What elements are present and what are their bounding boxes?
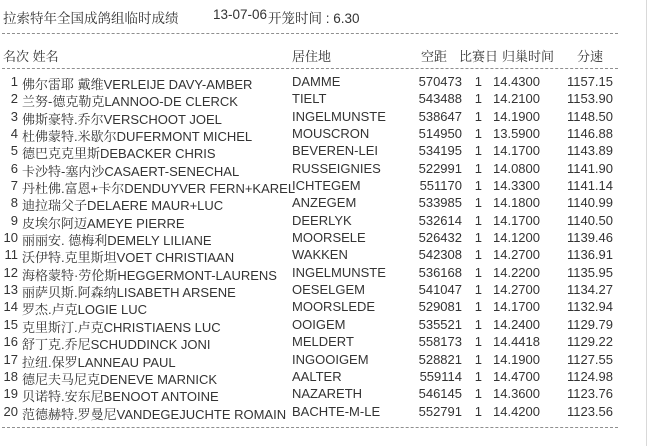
- header-distance: 空距: [420, 49, 447, 64]
- divider-top: [2, 33, 618, 34]
- cell-home-time: 14.3600: [493, 386, 540, 402]
- cell-home-time: 14.2400: [493, 316, 540, 332]
- cell-rank: 19: [3, 386, 18, 402]
- cell-speed: 1129.79: [566, 316, 613, 332]
- cell-rank: 15: [3, 316, 18, 332]
- cell-name: 海格蒙特·劳伦斯HEGGERMONT-LAURENS: [22, 267, 277, 283]
- cell-home-time: 14.3300: [493, 178, 540, 194]
- table-row: [0, 160, 650, 177]
- cell-race-day: 1: [474, 178, 482, 194]
- cell-distance: 526432: [418, 230, 462, 246]
- page-title: 拉索特年全国成鸽组临时成绩: [3, 11, 179, 26]
- cell-name: 克里斯汀.卢克CHRISTIAENS LUC: [22, 319, 221, 335]
- cell-distance: 559114: [419, 368, 462, 384]
- cell-speed: 1129.22: [566, 334, 613, 350]
- cell-home-time: 13.5900: [493, 126, 540, 142]
- cell-residence: TIELT: [292, 91, 327, 107]
- cell-rank: 4: [10, 126, 18, 142]
- cell-name: 德尼夫马尼克DENEVE MARNICK: [22, 371, 218, 387]
- cell-name: 丹杜佛.富恩+卡尔DENDUYVER FERN+KAREL: [22, 181, 296, 197]
- cell-speed: 1141.90: [566, 160, 613, 176]
- cell-rank: 12: [3, 264, 18, 280]
- cell-speed: 1123.56: [566, 403, 613, 419]
- cell-race-day: 1: [474, 403, 482, 419]
- cell-home-time: 14.1700: [493, 299, 540, 315]
- header-residence: 居住地: [292, 49, 332, 64]
- cell-residence: INGOOIGEM: [292, 351, 369, 367]
- table-header-row: [0, 46, 650, 62]
- cell-rank: 16: [3, 334, 18, 350]
- table-row: [0, 108, 650, 125]
- cell-name: 皮埃尔阿迈AMEYE PIERRE: [22, 215, 185, 231]
- cell-rank: 8: [10, 195, 18, 211]
- cell-distance: 522991: [418, 160, 462, 176]
- cell-speed: 1140.50: [566, 212, 613, 228]
- table-row: [0, 333, 650, 353]
- title-line: [0, 7, 650, 25]
- cell-name: 拉纽.保罗LANNEAU PAUL: [22, 354, 176, 370]
- cell-residence: DEERLYK: [292, 212, 352, 228]
- race-date: 13-07-06: [213, 7, 268, 22]
- cell-distance: 529081: [418, 299, 462, 315]
- cell-residence: OESELGEM: [292, 282, 365, 298]
- cell-name: 范德赫特.罗曼尼VANDEGEJUCHTE ROMAIN: [22, 406, 287, 422]
- cell-rank: 14: [3, 299, 18, 315]
- cell-speed: 1139.46: [566, 230, 613, 246]
- table-row: [0, 316, 650, 333]
- cell-name: 卡沙特-塞内沙CASAERT-SENECHAL: [22, 163, 240, 179]
- cell-distance: 536168: [418, 264, 462, 280]
- cell-residence: WAKKEN: [292, 247, 348, 263]
- table-row: [0, 385, 650, 405]
- cell-distance: 551170: [419, 178, 462, 194]
- cell-home-time: 14.1800: [493, 195, 540, 211]
- cell-name: 丽丽安. 德梅利DEMELY LILIANE: [22, 233, 212, 249]
- cell-distance: 541047: [418, 282, 462, 298]
- cell-residence: MELDERT: [292, 334, 354, 350]
- cell-race-day: 1: [474, 264, 482, 280]
- cell-speed: 1141.14: [566, 178, 613, 194]
- cell-rank: 20: [3, 403, 18, 419]
- cell-rank: 11: [4, 247, 18, 263]
- cell-speed: 1135.95: [566, 264, 613, 280]
- cell-race-day: 1: [474, 386, 482, 402]
- cell-residence: MOUSCRON: [292, 126, 370, 142]
- cell-name: 佛尔雷耶 戴维VERLEIJE DAVY-AMBER: [22, 77, 253, 92]
- cell-race-day: 1: [474, 74, 482, 89]
- cell-name: 沃伊特.克里斯坦VOET CHRISTIAAN: [22, 250, 235, 266]
- cell-name: 罗杰.卢克LOGIE LUC: [22, 302, 147, 318]
- cell-name: 佛斯豪特.乔尔VERSCHOOT JOEL: [22, 111, 222, 127]
- cell-rank: 1: [10, 74, 18, 89]
- cell-residence: MOORSELE: [292, 230, 366, 246]
- cell-speed: 1127.55: [566, 351, 613, 367]
- cell-speed: 1140.99: [566, 195, 613, 211]
- divider-bottom: [2, 427, 618, 428]
- table-row: [0, 90, 650, 110]
- cell-rank: 9: [10, 212, 18, 228]
- cell-home-time: 14.1200: [493, 230, 540, 246]
- cell-home-time: 14.2700: [493, 282, 540, 298]
- table-row: [0, 229, 650, 249]
- cell-rank: 13: [3, 282, 18, 298]
- cell-speed: 1123.76: [566, 386, 613, 402]
- header-speed: 分速: [577, 49, 604, 64]
- cell-rank: 5: [10, 143, 18, 159]
- cell-distance: 558173: [418, 334, 462, 350]
- cell-home-time: 14.1700: [493, 143, 540, 159]
- cell-speed: 1148.50: [566, 108, 613, 124]
- cell-home-time: 14.1900: [493, 351, 540, 367]
- cell-race-day: 1: [474, 334, 482, 350]
- cell-home-time: 14.4418: [493, 334, 540, 350]
- cell-residence: BACHTE-M-LE: [292, 403, 381, 419]
- cell-distance: 542308: [418, 247, 462, 263]
- table-row: [0, 194, 650, 214]
- header-race-day: 比赛日: [459, 49, 499, 64]
- cell-distance: 534195: [418, 143, 462, 159]
- cell-distance: 533985: [418, 195, 462, 211]
- table-row: [0, 246, 650, 266]
- cell-name: 丽萨贝斯.阿森纳LISABETH ARSENE: [22, 285, 236, 301]
- window-edge: [646, 0, 647, 446]
- cell-race-day: 1: [474, 212, 482, 228]
- table-row: [0, 264, 650, 281]
- release-time: 开笼时间 : 6.30: [268, 11, 360, 26]
- cell-distance: 528821: [418, 351, 462, 367]
- cell-residence: OOIGEM: [292, 316, 346, 332]
- cell-distance: 514950: [418, 126, 462, 142]
- cell-residence: AALTER: [292, 368, 342, 384]
- cell-distance: 552791: [418, 403, 462, 419]
- cell-race-day: 1: [474, 195, 482, 211]
- cell-race-day: 1: [474, 230, 482, 246]
- cell-speed: 1132.94: [566, 299, 613, 315]
- cell-home-time: 14.0800: [493, 160, 540, 176]
- cell-race-day: 1: [474, 247, 482, 263]
- cell-distance: 538647: [418, 108, 462, 124]
- cell-race-day: 1: [474, 160, 482, 176]
- cell-residence: RUSSEIGNIES: [292, 160, 381, 176]
- table-row: [0, 281, 650, 301]
- cell-distance: 535521: [418, 316, 462, 332]
- cell-name: 迪拉瑞父子DELAERE MAUR+LUC: [22, 198, 224, 214]
- cell-speed: 1146.88: [566, 126, 613, 142]
- cell-residence: INGELMUNSTE: [292, 108, 386, 124]
- cell-home-time: 14.2200: [493, 264, 540, 280]
- cell-race-day: 1: [474, 316, 482, 332]
- cell-rank: 18: [3, 368, 18, 384]
- cell-race-day: 1: [474, 351, 482, 367]
- cell-race-day: 1: [474, 299, 482, 315]
- cell-race-day: 1: [474, 91, 482, 107]
- cell-speed: 1153.90: [566, 91, 613, 107]
- results-table: [0, 73, 650, 420]
- cell-speed: 1134.27: [566, 282, 613, 298]
- table-row: [0, 351, 650, 368]
- cell-race-day: 1: [474, 108, 482, 124]
- cell-race-day: 1: [474, 126, 482, 142]
- cell-distance: 543488: [418, 91, 462, 107]
- cell-home-time: 14.1900: [493, 108, 540, 124]
- cell-rank: 6: [10, 160, 18, 176]
- divider-header: [2, 68, 618, 69]
- table-row: [0, 298, 650, 318]
- table-row: [0, 73, 650, 90]
- cell-race-day: 1: [474, 368, 482, 384]
- cell-residence: ICHTEGEM: [292, 178, 361, 194]
- cell-rank: 7: [10, 178, 18, 194]
- table-row: [0, 125, 650, 145]
- cell-residence: ANZEGEM: [292, 195, 357, 211]
- cell-name: 兰努-德克勒克LANNOO-DE CLERCK: [22, 94, 238, 110]
- cell-rank: 10: [3, 230, 18, 246]
- cell-race-day: 1: [474, 282, 482, 298]
- table-row: [0, 177, 650, 197]
- table-row: [0, 142, 650, 162]
- cell-home-time: 14.2100: [493, 91, 540, 107]
- cell-speed: 1143.89: [566, 143, 613, 159]
- cell-speed: 1124.98: [566, 368, 613, 384]
- cell-speed: 1136.91: [566, 247, 613, 263]
- cell-home-time: 14.4300: [493, 74, 540, 89]
- cell-home-time: 14.1700: [493, 212, 540, 228]
- cell-rank: 3: [10, 108, 18, 124]
- cell-name: 德巴克克里斯DEBACKER CHRIS: [22, 146, 216, 162]
- cell-speed: 1157.15: [566, 74, 613, 89]
- cell-name: 杜佛蒙特.米歇尔DUFERMONT MICHEL: [22, 129, 253, 145]
- cell-distance: 546145: [418, 386, 462, 402]
- table-row: [0, 368, 650, 385]
- cell-name: 贝诺特.安东尼BENOOT ANTOINE: [22, 389, 219, 405]
- cell-residence: DAMME: [292, 74, 341, 89]
- header-home-time: 归巢时间: [502, 49, 555, 64]
- cell-distance: 570473: [418, 74, 462, 89]
- cell-home-time: 14.2700: [493, 247, 540, 263]
- header-rank-name: 名次 姓名: [3, 49, 59, 64]
- cell-residence: BEVEREN-LEI: [292, 143, 378, 159]
- cell-rank: 17: [3, 351, 18, 367]
- table-row: [0, 212, 650, 229]
- cell-name: 舒丁克.乔尼SCHUDDINCK JONI: [22, 337, 211, 353]
- cell-residence: INGELMUNSTE: [292, 264, 386, 280]
- table-row: [0, 403, 650, 420]
- cell-residence: MOORSLEDE: [292, 299, 376, 315]
- cell-rank: 2: [10, 91, 18, 107]
- cell-residence: NAZARETH: [292, 386, 363, 402]
- cell-home-time: 14.4200: [493, 403, 540, 419]
- cell-race-day: 1: [474, 143, 482, 159]
- cell-distance: 532614: [418, 212, 462, 228]
- cell-home-time: 14.4700: [493, 368, 540, 384]
